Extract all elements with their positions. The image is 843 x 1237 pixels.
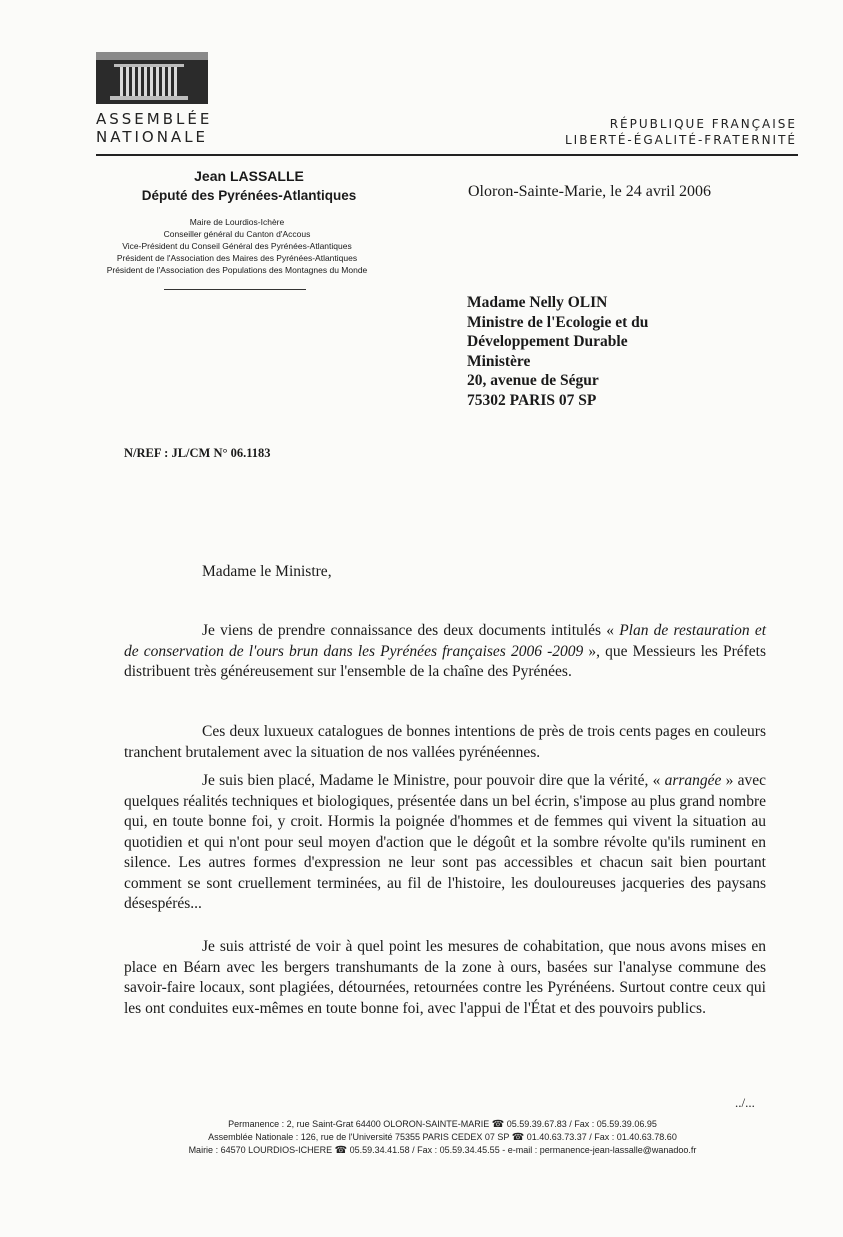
paragraph-text: », que Messieurs les Préfets distribuent très généreusement sur l'ensemble de la chaîne des Pyrénées.	[124, 642, 766, 680]
sender-role: Vice-Président du Conseil Général des Pyrénées-Atlantiques	[122, 241, 352, 251]
recipient-line: Développement Durable	[467, 333, 628, 351]
assemblee-nationale-logo-icon	[96, 52, 208, 104]
body-paragraph-4: Je suis attristé de voir à quel point les mesures de cohabitation, que nous avons mises en place en Béarn avec les bergers transhumants de la zone à ours, basées sur l'analyse commune des savoir-faire locaux, sont plagiées, détournées, retournées contre les Pyrénéens. Surtout contre ceux qui les ont conduites eux-mêmes en toute bonne foi, avec l'appui de l'État et des pouvoirs publics.	[124, 938, 766, 1017]
sender-roles	[84, 216, 390, 276]
footer-phone: 05.59.39.67.83 / Fax : 05.59.39.06.95	[504, 1119, 657, 1129]
recipient-line: Ministre de l'Ecologie et du	[467, 313, 649, 331]
recipient-line: Madame Nelly OLIN	[467, 294, 608, 311]
paragraph-text: » avec quelques réalités techniques et biologiques, présentée dans un bel écrin, s'impose au plus grand nombre qui, en toute bonne foi, y croit. Hormis la poignée d'hommes et de femmes qui vivent la situation au quotidien et qui n'ont pour seul moyen d'action que le dégoût et la sombre révolte qu'ils ruminent en silence. Les autres formes d'expression ne leur sont pas accessibles et chacun sait bien pourtant comment se sont cruellement terminées, au fil de l'histoire, les douloureuses jacqueries des paysans désespérés...	[124, 772, 766, 912]
footer-phone: 05.59.34.41.58 / Fax : 05.59.34.45.55 - e-mail : permanence-jean-lassalle@wanadoo.fr	[347, 1145, 697, 1155]
footer-line-permanence	[120, 1118, 765, 1131]
footer-phone: 01.40.63.73.37 / Fax : 01.40.63.78.60	[524, 1132, 677, 1142]
header-divider	[96, 154, 798, 156]
body-paragraph-1	[124, 621, 766, 683]
reference-number: N/REF : JL/CM N° 06.1183	[124, 446, 271, 460]
sender-name: Jean LASSALLE	[194, 168, 304, 184]
recipient-line: Ministère	[467, 352, 531, 370]
footer-line-assemblee	[120, 1131, 765, 1144]
sender-role: Président de l'Association des Maires des Pyrénées-Atlantiques	[116, 253, 358, 263]
footer-address: Assemblée Nationale : 126, rue de l'Université 75355 PARIS CEDEX 07 SP	[208, 1132, 512, 1142]
body-paragraph-2: Ces deux luxueux catalogues de bonnes intentions de près de trois cents pages en couleurs tranchent brutalement avec la situation de nos vallées pyrénéennes.	[124, 723, 766, 761]
logo-line-2: NATIONALE	[96, 128, 209, 146]
body-paragraph-3	[124, 771, 766, 915]
logo-line-1: ASSEMBLÉE	[96, 110, 213, 128]
footer-address: Permanence : 2, rue Saint-Grat 64400 OLORON-SAINTE-MARIE	[228, 1119, 492, 1129]
recipient-address	[467, 293, 648, 411]
roles-divider	[164, 289, 306, 290]
sender-block	[96, 166, 402, 206]
footer-line-mairie	[120, 1144, 765, 1157]
phone-icon: ☎	[491, 1119, 505, 1130]
recipient-line: 75302 PARIS 07 SP	[467, 391, 597, 409]
sender-role: Président de l'Association des Populations des Montagnes du Monde	[106, 265, 368, 275]
republic-header	[565, 116, 797, 148]
recipient-line: 20, avenue de Ségur	[467, 372, 599, 390]
footer-contacts	[120, 1118, 765, 1157]
sender-title: Député des Pyrénées-Atlantiques	[141, 188, 357, 203]
republic-line-1: RÉPUBLIQUE FRANÇAISE	[609, 117, 797, 131]
continuation-mark: ../...	[735, 1095, 755, 1110]
document-title: Plan de restauration et de conservation de l'ours brun dans les Pyrénées françaises 2006 -2009	[124, 622, 766, 660]
phone-icon: ☎	[511, 1132, 525, 1143]
phone-icon: ☎	[334, 1145, 348, 1156]
sender-role: Conseiller général du Canton d'Accous	[163, 229, 311, 239]
salutation: Madame le Ministre,	[202, 563, 332, 580]
sender-role: Maire de Lourdios-Ichère	[189, 217, 285, 227]
logo-wordmark	[96, 110, 212, 146]
republic-line-2: LIBERTÉ-ÉGALITÉ-FRATERNITÉ	[564, 133, 797, 147]
emphasis-word: arrangée	[664, 772, 722, 789]
paragraph-text: Je viens de prendre connaissance des deux documents intitulés «	[202, 622, 620, 639]
paragraph-text: Je suis bien placé, Madame le Ministre, pour pouvoir dire que la vérité, «	[202, 772, 665, 789]
date-line: Oloron-Sainte-Marie, le 24 avril 2006	[468, 183, 712, 200]
footer-address: Mairie : 64570 LOURDIOS-ICHERE	[188, 1145, 335, 1155]
